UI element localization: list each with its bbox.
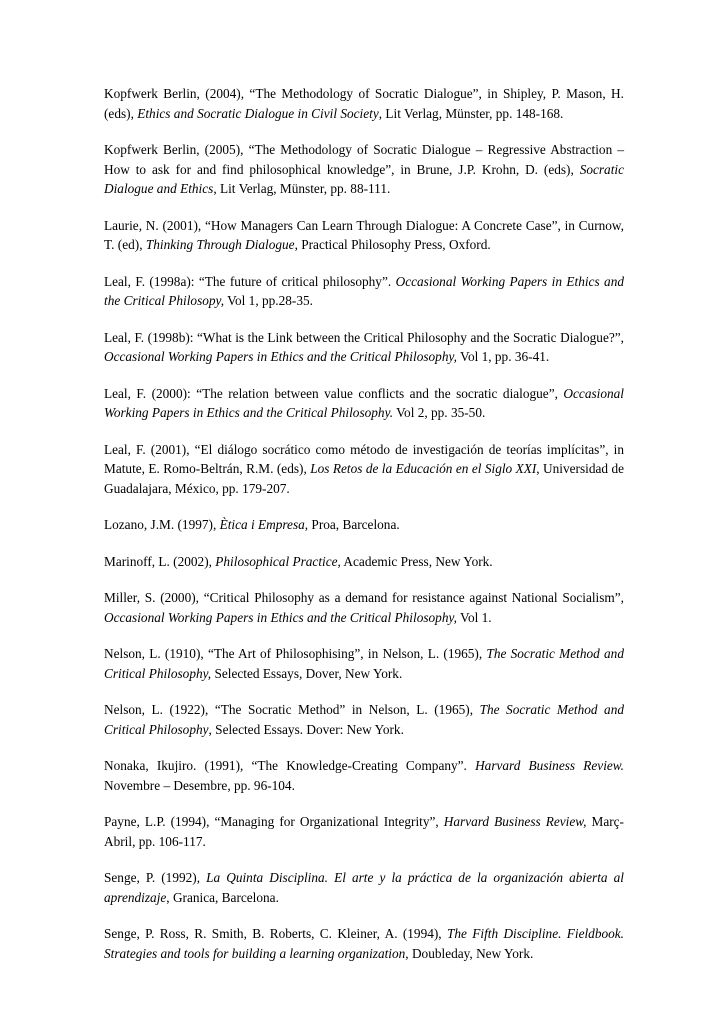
reference-text: Kopfwerk Berlin, (2004), “The Methodology of Socratic Dialogue”, in Shipley, P. Mason, H. (eds),	[104, 86, 624, 121]
reference-text: , Universidad de Guadalajara, México, pp. 179-207.	[104, 461, 625, 496]
reference-entry	[104, 552, 624, 572]
reference-text: , Lit Verlag, Münster, pp. 88-111.	[213, 181, 391, 196]
reference-italic-text: Occasional Working Papers in Ethics and the Critical Philosophy.	[104, 385, 624, 420]
reference-entry	[104, 384, 624, 423]
reference-text: Senge, P. Ross, R. Smith, B. Roberts, C. Kleiner, A. (1994),	[104, 926, 447, 941]
reference-text: Senge, P. (1992),	[104, 870, 207, 885]
reference-text: , Academic Press, New York.	[337, 553, 493, 569]
reference-italic-text: Occasional Working Papers in Ethics and the Critical Philosophy,	[104, 609, 457, 625]
reference-entry	[104, 216, 624, 255]
reference-text: Marinoff, L. (2002),	[104, 553, 216, 569]
reference-text: , Doubleday, New York.	[405, 945, 534, 961]
reference-entry	[104, 588, 624, 627]
reference-italic-text: Harvard Business Review.	[475, 758, 624, 773]
reference-text: Laurie, N. (2001), “How Managers Can Learn Through Dialogue: A Concrete Case”, in Curnow, T. (ed),	[104, 217, 624, 252]
reference-italic-text: The Fifth Discipline. Fieldbook. Strategies and tools for building a learning organization	[104, 926, 624, 961]
reference-text: , Granica, Barcelona.	[166, 889, 279, 905]
reference-text: Nelson, L. (1922), “The Socratic Method” in Nelson, L. (1965),	[104, 702, 480, 717]
reference-text: , Proa, Barcelona.	[304, 517, 400, 532]
reference-entry	[104, 868, 624, 907]
reference-entry	[104, 812, 624, 851]
reference-text: Leal, F. (2000): “The relation between value conflicts and the socratic dialogue”,	[104, 385, 564, 401]
reference-text: Vol 1, pp.28-35.	[224, 293, 313, 308]
reference-text: Vol 1, pp. 36-41.	[456, 349, 550, 364]
reference-italic-text: Occasional Working Papers in Ethics and the Critical Philosophy,	[104, 349, 457, 364]
reference-entry	[104, 272, 624, 311]
reference-italic-text: ,	[299, 665, 303, 681]
reference-italic-text: Ethics and Socratic Dialogue in Civil Society	[137, 105, 379, 121]
reference-entry	[104, 756, 624, 795]
reference-text: Nonaka, Ikujiro. (1991), “The Knowledge-Creating Company”.	[104, 758, 476, 773]
reference-italic-text: Ètica i Empresa	[219, 517, 305, 532]
reference-entry	[104, 140, 624, 199]
reference-text: Leal, F. (1998b): “What is the Link between the Critical Philosophy and the Socratic Dialogue?”,	[104, 329, 624, 345]
reference-text: , Lit Verlag, Münster, pp. 148-168.	[378, 105, 564, 121]
reference-entry	[104, 440, 624, 499]
reference-entry	[104, 644, 624, 683]
reference-entry	[104, 84, 624, 123]
reference-text: Dover, New York.	[302, 665, 403, 681]
reference-text: Març-Abril, pp. 106-117.	[104, 814, 624, 849]
reference-italic-text: The Socratic Method and Critical Philosophy,	[104, 646, 624, 681]
reference-text: Lozano, J.M. (1997),	[104, 517, 220, 532]
reference-entry	[104, 700, 624, 739]
reference-text: Novembre – Desembre, pp. 96-104.	[104, 777, 295, 793]
reference-text: Miller, S. (2000), “Critical Philosophy as a demand for resistance against National Socialism”,	[104, 590, 624, 605]
reference-italic-text: Socratic Dialogue and Ethics	[104, 161, 624, 196]
reference-text: Vol 2, pp. 35-50.	[393, 405, 486, 420]
reference-text: Vol 1.	[456, 609, 492, 625]
reference-text: Selected Essays	[211, 665, 300, 681]
bibliography-page	[104, 84, 624, 980]
reference-text: Nelson, L. (1910), “The Art of Philosophising”, in Nelson, L. (1965),	[104, 646, 487, 661]
reference-italic-text: Harvard Business Review,	[443, 814, 587, 829]
reference-entry	[104, 924, 624, 963]
reference-italic-text: Los Retos de la Educación en el Siglo XXI	[310, 461, 537, 476]
reference-text: Leal, F. (2001), “El diálogo socrático como método de investigación de teorías implícitas”, in Matute, E. Romo-Beltrán, R.M. (eds),	[104, 441, 624, 476]
reference-italic-text: Occasional Working Papers in Ethics and the Critical Philosopy,	[104, 273, 624, 308]
reference-list	[104, 84, 624, 963]
reference-italic-text: The Socratic Method and Critical Philosophy	[104, 702, 624, 737]
reference-text: Payne, L.P. (1994), “Managing for Organizational Integrity”,	[104, 814, 444, 829]
reference-text: Kopfwerk Berlin, (2005), “The Methodology of Socratic Dialogue – Regressive Abstraction – How to ask for and find philosophical knowledge”, in Brune, J.P. Krohn, D. (eds),	[104, 142, 624, 177]
reference-italic-text: La Quinta Disciplina. El arte y la práctica de la organización abierta al aprendizaje	[104, 870, 624, 905]
reference-italic-text: Philosophical Practice	[215, 553, 338, 569]
reference-text: Leal, F. (1998a): “The future of critical philosophy”.	[104, 273, 396, 289]
reference-text: , Selected Essays. Dover: New York.	[208, 721, 404, 737]
reference-text: , Practical Philosophy Press, Oxford.	[294, 237, 491, 252]
reference-entry	[104, 515, 624, 535]
reference-italic-text: Thinking Through Dialogue	[145, 237, 295, 252]
reference-entry	[104, 328, 624, 367]
